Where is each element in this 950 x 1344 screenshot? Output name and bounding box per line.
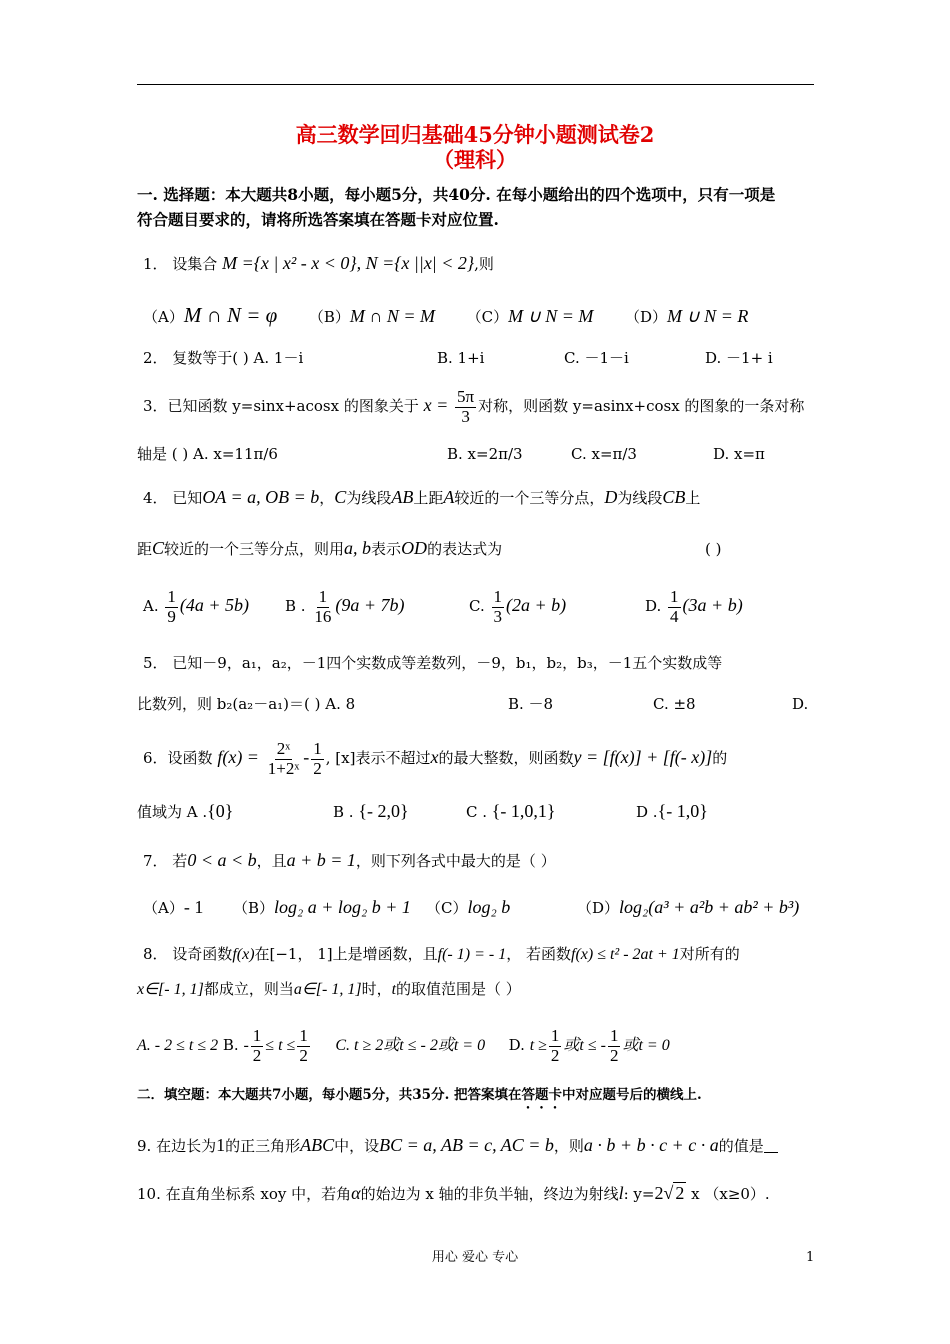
q8-d-frac1	[549, 1027, 562, 1065]
q8-b-frac1	[251, 1027, 264, 1065]
q7-p1: 7． 若	[143, 852, 188, 870]
q1-c-label: （C）	[466, 308, 509, 326]
q1-d-label: （D）	[624, 308, 668, 326]
title-main: 高三数学回归基础45分钟小题测试卷2	[295, 122, 655, 147]
q4-l2-od: OD	[401, 538, 428, 558]
q4-b-label: B .	[285, 597, 306, 616]
q6-c-label: C .	[466, 803, 488, 821]
q4-option-c	[469, 588, 566, 626]
q7-option-d	[577, 897, 799, 919]
q4-b-frac	[312, 588, 333, 626]
q5-line1: 5． 已知－9，a₁，a₂，－1四个实数成等差数列，－9，b₁，b₂，b₃，－1五个实数成等	[143, 654, 723, 672]
q10-sqrt: 2√ 2	[654, 1183, 685, 1203]
q6-tail: 的	[712, 749, 728, 768]
q9-p4: ，则	[553, 1137, 584, 1155]
header-rule	[137, 84, 814, 85]
q8-m2: f(- 1) = - 1	[437, 946, 507, 963]
q9-m1: 1	[216, 1135, 226, 1155]
section1-line2: 符合题目要求的，请将所选答案填在答题卡对应位置.	[137, 210, 499, 229]
q8-d-pre: t ≥	[529, 1037, 547, 1055]
q8-m3: f(x) ≤ t² - 2at + 1	[571, 946, 680, 963]
q8-p1: 8． 设奇函数	[143, 945, 233, 963]
q7-b-value: log₂ a + log₂ b + 1	[274, 897, 411, 917]
q8-b-den2: 2	[299, 1045, 308, 1065]
q6-frac	[266, 740, 302, 778]
q7-m2: a + b = 1	[286, 850, 356, 870]
q1-option-a: M ∩ N = φ	[183, 303, 278, 327]
q6-mid: , [x]表示不超过	[325, 749, 431, 768]
q7-c-label: （C）	[426, 899, 468, 917]
q8-b-pre: -	[243, 1037, 249, 1055]
q9-answer-blank	[764, 1138, 778, 1153]
q8-b-num2: 1	[299, 1026, 308, 1045]
q6-line2	[137, 801, 233, 823]
q10-p1: 10. 在直角坐标系 xoy 中，若角	[137, 1185, 352, 1203]
q6-half-num: 1	[313, 739, 322, 758]
q4-option-a	[143, 588, 249, 626]
q2-option-c: C. －1－i	[564, 349, 629, 367]
q4-line2	[137, 538, 502, 560]
q7-b-label: （B）	[233, 899, 275, 917]
q4-point-c: C	[334, 487, 347, 507]
q4-a-den: 9	[167, 606, 176, 626]
q10-p4: x （x≥0）.	[686, 1185, 770, 1203]
q7-a-label: （A）	[143, 899, 184, 917]
q4-seg-cb: CB	[662, 487, 686, 507]
q9-m2: ABC	[300, 1135, 335, 1155]
q4-d-expr: (3a + b)	[682, 595, 743, 616]
q6-b-label: B .	[333, 803, 354, 821]
q8-option-a: A. - 2 ≤ t ≤ 2	[137, 1037, 219, 1055]
q2-stem: 2． 复数等于( ) A. 1－i	[143, 349, 304, 367]
q3-tail: 对称，则函数 y=asinx+cosx 的图象的一条对称	[478, 397, 805, 416]
q8-option-c: C. t ≥ 2或t ≤ - 2或t = 0	[335, 1037, 486, 1055]
q3-line1	[143, 388, 804, 426]
page-number: 1	[806, 1250, 815, 1265]
q3-fraction	[455, 388, 476, 426]
q8-m1: f(x)	[232, 946, 255, 963]
q4-l2b: 较近的一个三等分点，则用	[164, 540, 345, 558]
q6-y: y = [f(x)] + [f(- x)]	[573, 747, 713, 768]
q6-option-d	[636, 801, 708, 823]
title-sub: （理科）	[433, 147, 517, 172]
q4-p2: ，	[319, 489, 335, 507]
q10-rad: 2	[675, 1183, 685, 1203]
q4-seg-ab: AB	[391, 487, 414, 507]
q4-l2d: 的表达式为	[427, 540, 503, 558]
q3-option-b: B. x=2π/3	[447, 445, 523, 463]
q3-option-d: D. x=π	[713, 445, 765, 463]
q9-p2: 的正三角形	[225, 1137, 301, 1155]
q9-m4: a · b + b · c + c · a	[583, 1135, 719, 1155]
section2-pre: 二．填空题：本大题共7小题，每小题5分，共35分. 把答案填在	[137, 1087, 522, 1103]
q6-frac-den: 1+2ˣ	[267, 758, 300, 778]
section2-heading	[137, 1087, 702, 1112]
q6-option-c	[466, 801, 556, 823]
q8-b-den1: 2	[252, 1045, 262, 1065]
q5-option-b: B. －8	[508, 695, 554, 713]
q8-d-frac2	[608, 1027, 621, 1065]
q4-p4: 上距	[413, 489, 444, 507]
q7-d-value: log₂(a³ + a²b + ab² + b³)	[619, 897, 800, 917]
q3-frac-den: 3	[461, 406, 470, 426]
section2-dotted: 答题卡	[521, 1087, 562, 1103]
q8-b-num1: 1	[252, 1026, 262, 1045]
q7-p2: ，且	[256, 852, 287, 870]
q1-b-label: （B）	[308, 308, 350, 326]
q4-line1	[143, 487, 700, 509]
q4-l2c: 表示	[371, 540, 402, 558]
q7-c-value: log₂ b	[467, 897, 511, 917]
q9-m3: BC = a, AB = c, AC = b	[379, 1135, 554, 1155]
q8-d-num2: 1	[609, 1026, 619, 1045]
q5-option-d: D.	[792, 695, 809, 713]
q8-d-den2: 2	[609, 1045, 619, 1065]
q3-option-c: C. x=π/3	[571, 445, 637, 463]
q6-d-label: D .	[636, 803, 658, 821]
q8-line1	[143, 945, 740, 964]
q4-c-den: 3	[493, 606, 502, 626]
q5-option-c: C. ±8	[653, 695, 696, 713]
q8-b-label: B.	[222, 1036, 239, 1055]
q6-b-value: {- 2,0}	[358, 801, 409, 821]
q8-l2a: 都成立，则当	[203, 980, 294, 998]
q8-l2c: 的取值范围是（ ）	[396, 980, 521, 998]
q3-line2: 轴是 ( ) A. x=11π/6	[137, 445, 278, 463]
q4-c-label: C.	[469, 597, 485, 616]
q4-l2a: 距	[137, 540, 153, 558]
q7-option-c	[426, 897, 510, 919]
q1-stem-text: 1． 设集合	[143, 255, 218, 273]
q4-p1: 4． 已知	[143, 489, 203, 507]
q4-b-den: 16	[314, 606, 332, 626]
q4-a-expr: (4a + 5b)	[179, 595, 250, 616]
q8-d-num1: 1	[550, 1026, 560, 1045]
q1-option-d: M ∪ N = R	[667, 306, 749, 326]
q4-p5: 较近的一个三等分点，	[454, 489, 605, 507]
q6-stem: 6．设函数	[143, 749, 213, 768]
q9-line	[137, 1135, 778, 1157]
q6-c-value: {- 1,0,1}	[491, 801, 556, 821]
q8-l2m3: t	[391, 981, 397, 998]
q8-p2: 在[−1， 1]上是增函数，且	[254, 945, 438, 963]
question-1-options	[143, 303, 748, 328]
q6-minus: -	[303, 747, 310, 768]
q4-point-d: D	[604, 487, 618, 507]
q4-d-num: 1	[670, 587, 679, 606]
q4-vectors: OA = a, OB = b	[202, 487, 320, 507]
q3-stem: 3．已知函数 y=sinx+acosx 的图象关于	[143, 397, 419, 416]
q7-d-label: （D）	[577, 899, 620, 917]
q1-option-c: M ∪ N = M	[508, 306, 594, 326]
q3-x-eq: x =	[423, 395, 449, 416]
q6-line2-text: 值域为 A .	[137, 803, 208, 821]
q4-b-expr: (9a + 7b)	[335, 595, 405, 616]
q8-d-label: D.	[508, 1036, 525, 1055]
q8-b-frac2	[297, 1027, 310, 1065]
q7-stem	[143, 850, 556, 872]
q6-option-b	[333, 801, 409, 823]
q7-option-b	[233, 897, 411, 919]
q1-a-label: （A）	[143, 308, 184, 326]
q4-l2-c: C	[152, 538, 165, 558]
q8-l2b: 时，	[361, 980, 392, 998]
q9-p1: 9. 在边长为	[137, 1137, 217, 1155]
q4-a-num: 1	[167, 587, 176, 606]
q10-alpha: α	[351, 1183, 361, 1203]
q6-x: x	[430, 747, 439, 768]
q4-answer-paren: ( )	[705, 540, 722, 558]
q10-p3: : y=	[623, 1185, 655, 1203]
q6-frac-num: 2ˣ	[276, 739, 291, 758]
q6-mid2: 的最大整数，则函数	[438, 749, 574, 768]
q1-tail: ,则	[474, 255, 494, 273]
q4-p3: 为线段	[346, 489, 392, 507]
q8-l2m1: x∈[- 1, 1]	[137, 981, 204, 998]
q2-option-b: B. 1+i	[437, 349, 485, 367]
q8-line2	[137, 980, 521, 999]
q7-option-a	[143, 897, 203, 919]
q10-line	[137, 1183, 770, 1205]
q4-c-frac	[492, 588, 505, 626]
q9-p5: 的值是	[718, 1137, 764, 1155]
q9-p3: 中，设	[334, 1137, 380, 1155]
q4-point-a: A	[443, 487, 455, 507]
q8-d-post: 或t = 0	[622, 1037, 670, 1055]
footer-text: 用心 爱心 专心	[431, 1250, 519, 1265]
section1-line1: 一. 选择题：本大题共8小题，每小题5分，共40分. 在每小题给出的四个选项中，只有一项是	[137, 185, 776, 204]
question-1-stem	[143, 253, 494, 275]
q4-d-label: D.	[645, 597, 662, 616]
q6-fx: f(x) =	[217, 747, 259, 768]
q2-option-d: D. －1+ i	[705, 349, 773, 367]
q4-a-label: A.	[143, 597, 159, 616]
q7-m1: 0 < a < b	[187, 850, 257, 870]
q8-b-mid: ≤ t ≤	[265, 1037, 296, 1055]
q4-p7: 上	[685, 489, 701, 507]
q8-p4: 对所有的	[679, 945, 740, 963]
q6-half	[311, 740, 324, 778]
q6-line1	[143, 740, 727, 778]
q6-d-value: {- 1,0}	[657, 801, 708, 821]
q4-a-frac	[165, 588, 178, 626]
q6-half-den: 2	[313, 758, 322, 778]
q10-coef: 2	[654, 1183, 664, 1203]
q8-options	[137, 1027, 670, 1065]
q8-l2m2: a∈[- 1, 1]	[293, 981, 362, 998]
q7-p3: ，则下列各式中最大的是（ ）	[355, 852, 556, 870]
q3-frac-num: 5π	[457, 387, 475, 406]
q4-c-num: 1	[493, 587, 502, 606]
q4-option-d	[645, 588, 743, 626]
q4-l2-ab: a, b	[344, 538, 372, 558]
q4-p6: 为线段	[617, 489, 663, 507]
q8-d-den1: 2	[550, 1045, 560, 1065]
q6-option-a: {0}	[207, 801, 234, 821]
q8-d-mid: 或t ≤ -	[563, 1037, 606, 1055]
q4-b-num: 1	[318, 587, 328, 606]
q8-p3: ， 若函数	[506, 945, 571, 963]
q10-l: l	[618, 1183, 624, 1203]
q1-option-b: M ∩ N = M	[349, 306, 436, 326]
q4-d-den: 4	[670, 606, 679, 626]
q1-sets: M ={x | x² - x < 0}, N ={x ||x| < 2}	[222, 253, 475, 273]
q7-a-value: - 1	[183, 897, 204, 917]
q5-line2: 比数列，则 b₂(a₂－a₁)＝( ) A. 8	[137, 695, 356, 713]
q10-p2: 的始边为 x 轴的非负半轴，终边为射线	[360, 1185, 619, 1203]
q4-c-expr: (2a + b)	[506, 595, 567, 616]
section2-post: 中对应题号后的横线上.	[561, 1087, 702, 1103]
q4-option-b	[285, 588, 404, 626]
q4-d-frac	[668, 588, 681, 626]
